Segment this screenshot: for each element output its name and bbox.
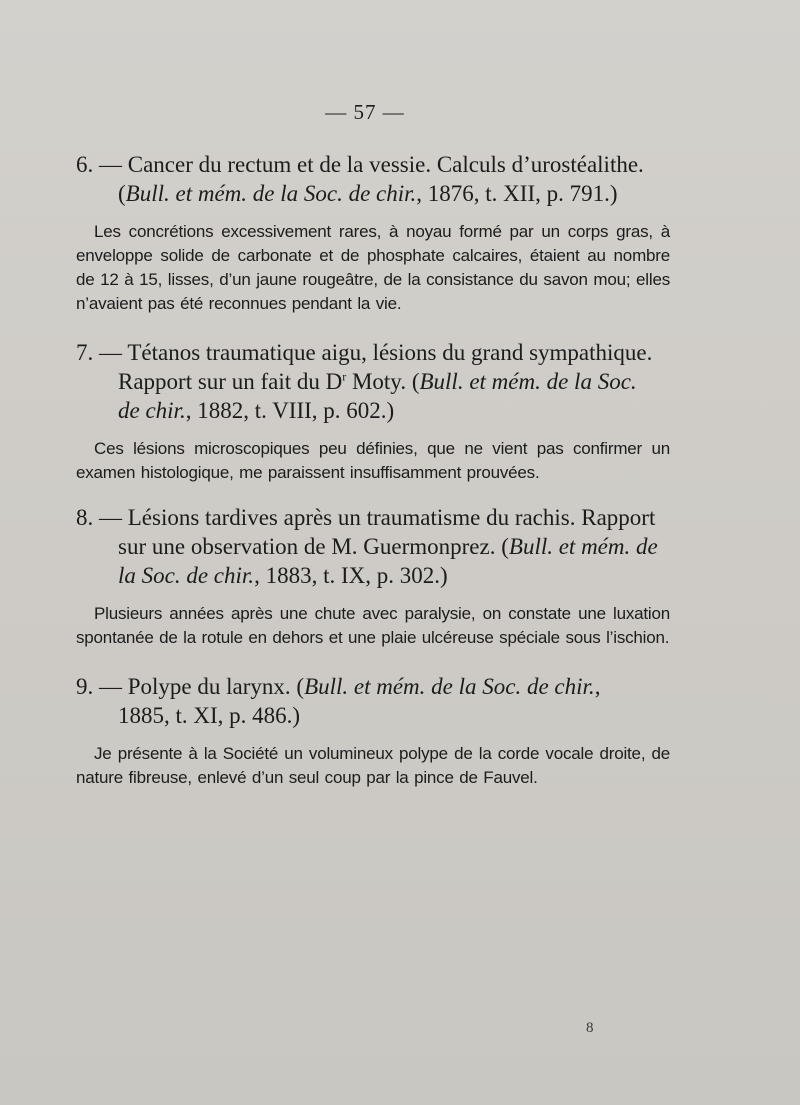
entry-title [76,672,670,730]
entry-reference [76,701,670,730]
entry-title-continuation [76,532,670,561]
title-superscript: r [342,369,347,384]
entry-title-text: — Polype du larynx. ( [99,674,305,699]
entry-6 [76,150,670,316]
entry-8 [76,503,670,650]
entry-number: 8. [76,505,94,530]
entry-title-text: — Tétanos traumatique aigu, lésions du grand sympathique. [99,340,653,365]
ref-journal: Bull. et mém. de la Soc. [419,369,637,394]
ref-journal: Bull. et mém. de [508,534,658,559]
entry-description: Les concrétions excessivement rares, à noyau formé par un corps gras, à enveloppe solide de carbonate et de phosphate calcaires, étaient au nombre de 12 à 15, lisses, d’un jaune rougeâtre, de la consistance du savon mou; elles n’avaient pas été reconnues pendant la vie. [76,222,670,313]
ref-details: , 1882, t. VIII, p. 602.) [185,398,395,423]
entry-description: Ces lésions microscopiques peu définies, que ne vient pas confirmer un examen histologique, me paraissent insuffisamment prouvées. [76,439,670,482]
entry-description: Je présente à la Société un volumineux polype de la corde vocale droite, de nature fibreuse, enlevé d’un seul coup par la pince de Fauvel. [76,744,670,787]
title-text-part: sur une observation de M. Guermonprez. ( [118,534,509,559]
entry-9 [76,672,670,790]
entry-7 [76,338,670,485]
signature-mark: 8 [586,1020,594,1036]
entry-number: 6. [76,152,94,177]
entry-number: 9. [76,674,94,699]
ref-journal: de chir. [118,398,186,423]
entry-title [76,338,670,425]
page-number: — 57 — [325,100,405,124]
entry-reference [76,396,670,425]
entry-description: Plusieurs années après une chute avec paralysie, on constate une luxation spontanée de la rotule en dehors et une plaie ulcéreuse spéciale sous l’ischion. [76,604,670,647]
entry-title-continuation [76,367,670,396]
title-text-part: , [594,674,601,699]
entry-number: 7. [76,340,94,365]
ref-journal: la Soc. de chir. [118,563,255,588]
entry-title [76,150,670,208]
title-text-part: Moty. ( [346,369,420,394]
ref-details: 1885, t. XI, p. 486.) [118,703,301,728]
ref-paren: ( [118,181,126,206]
entry-reference [76,179,670,208]
ref-journal: Bull. et mém. de la Soc. de chir. [304,674,595,699]
title-text-part: Rapport sur un fait du D [118,369,343,394]
entry-title-text: — Cancer du rectum et de la vessie. Calculs d’urostéalithe. [99,152,644,177]
ref-details: , 1883, t. IX, p. 302.) [254,563,448,588]
entry-title [76,503,670,590]
entry-reference [76,561,670,590]
ref-details: , 1876, t. XII, p. 791.) [416,181,618,206]
ref-journal: Bull. et mém. de la Soc. de chir. [125,181,417,206]
entry-title-text: — Lésions tardives après un traumatisme du rachis. Rapport [99,505,656,530]
